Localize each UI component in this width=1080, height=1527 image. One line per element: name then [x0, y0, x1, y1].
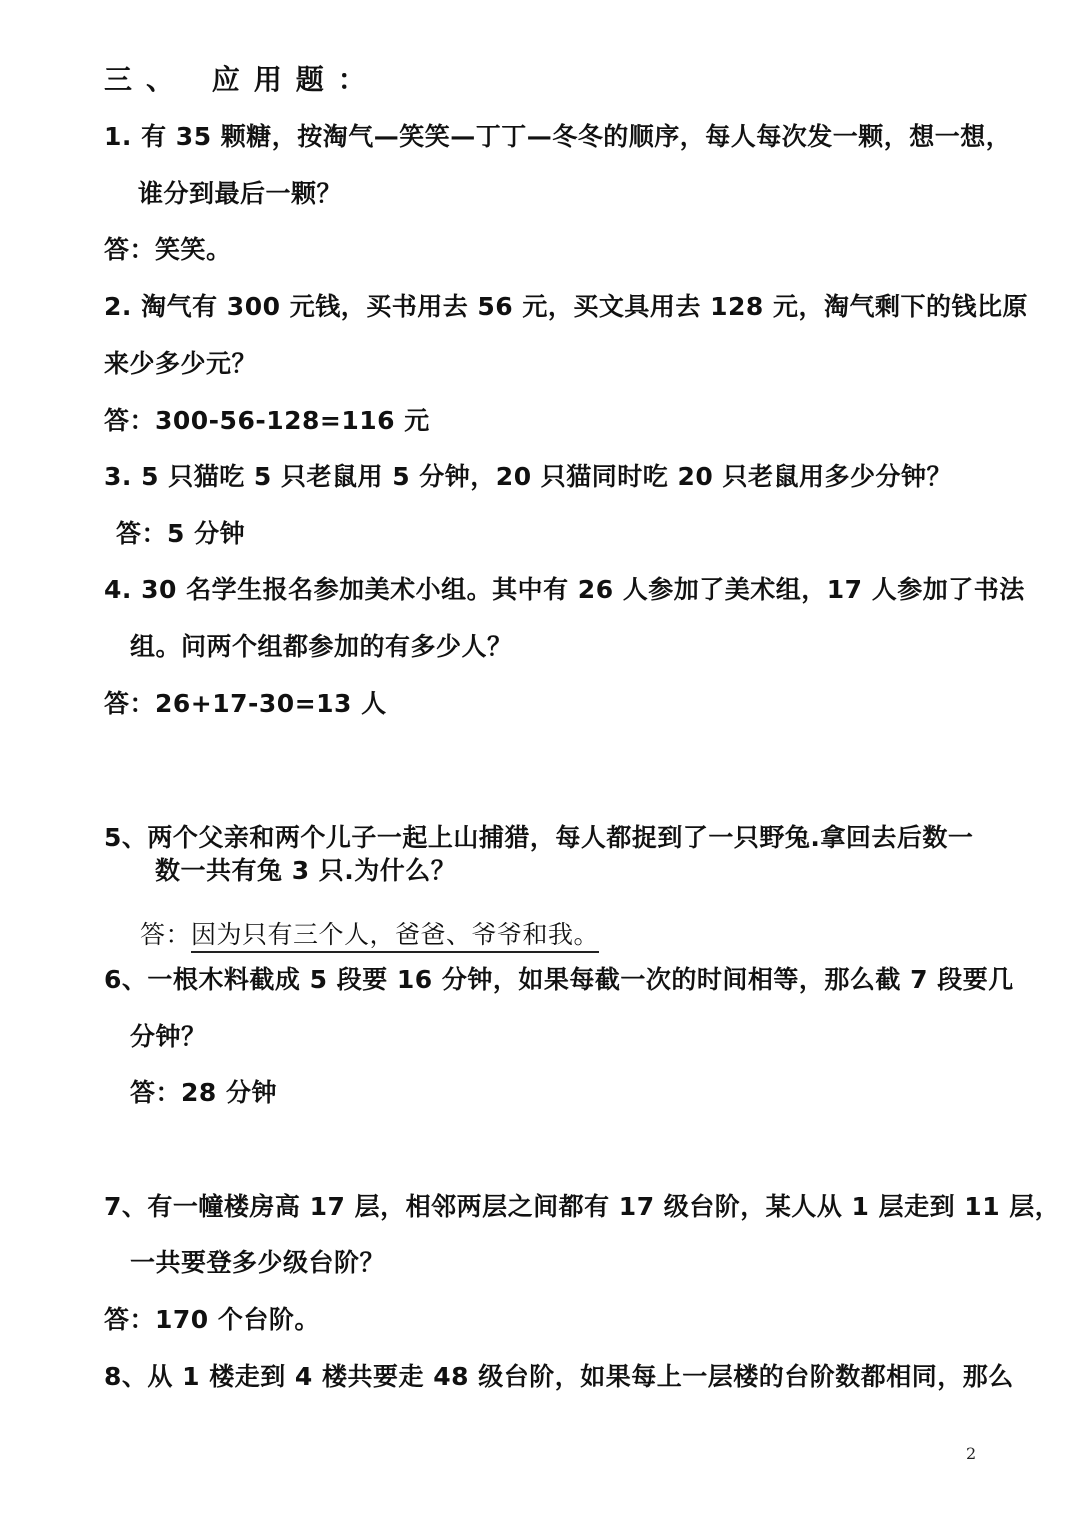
answer-3: 答：5 分钟 [116, 519, 246, 548]
answer-7: 答：170 个台阶。 [104, 1305, 320, 1334]
answer-1: 答：笑笑。 [104, 235, 232, 264]
question-1-line-1: 1. 有 35 颗糖，按淘气—笑笑—丁丁—冬冬的顺序，每人每次发一颗，想一想， [104, 122, 1012, 151]
question-4-line-1: 4. 30 名学生报名参加美术小组。其中有 26 人参加了美术组，17 人参加了书法 [104, 575, 1025, 604]
answer-6: 答：28 分钟 [130, 1078, 277, 1107]
question-2-line-1: 2. 淘气有 300 元钱，买书用去 56 元，买文具用去 128 元，淘气剩下的钱比原 [104, 292, 1028, 321]
question-8-line-1: 8、从 1 楼走到 4 楼共要走 48 级台阶，如果每上一层楼的台阶数都相同，那么 [104, 1362, 1014, 1391]
answer-5 [140, 919, 599, 951]
answer-5-text: 因为只有三个人，爸爸、爷爷和我。 [191, 920, 599, 953]
question-2-line-2: 来少多少元？ [104, 349, 258, 378]
question-1-line-2: 谁分到最后一颗？ [138, 179, 343, 208]
answer-4: 答：26+17-30=13 人 [104, 689, 387, 718]
question-7-line-2: 一共要登多少级台阶？ [130, 1248, 386, 1277]
question-5-line-1: 5、两个父亲和两个儿子一起上山捕猎，每人都捉到了一只野兔.拿回去后数一 [104, 823, 974, 852]
page-number: 2 [966, 1444, 977, 1463]
question-3-line-1: 3. 5 只猫吃 5 只老鼠用 5 分钟，20 只猫同时吃 20 只老鼠用多少分钟？ [104, 462, 952, 491]
answer-2: 答：300-56-128=116 元 [104, 406, 430, 435]
question-7-line-1: 7、有一幢楼房高 17 层，相邻两层之间都有 17 级台阶，某人从 1 层走到 11 层， [104, 1192, 1061, 1221]
question-6-line-2: 分钟？ [130, 1022, 207, 1051]
question-4-line-2: 组。问两个组都参加的有多少人？ [130, 632, 513, 661]
question-5-line-2: 数一共有兔 3 只.为什么？ [155, 856, 457, 885]
section-title: 三、 应用题： [104, 63, 380, 96]
question-6-line-1: 6、一根木料截成 5 段要 16 分钟，如果每截一次的时间相等，那么截 7 段要几 [104, 965, 1014, 994]
answer-5-label: 答： [140, 920, 192, 949]
